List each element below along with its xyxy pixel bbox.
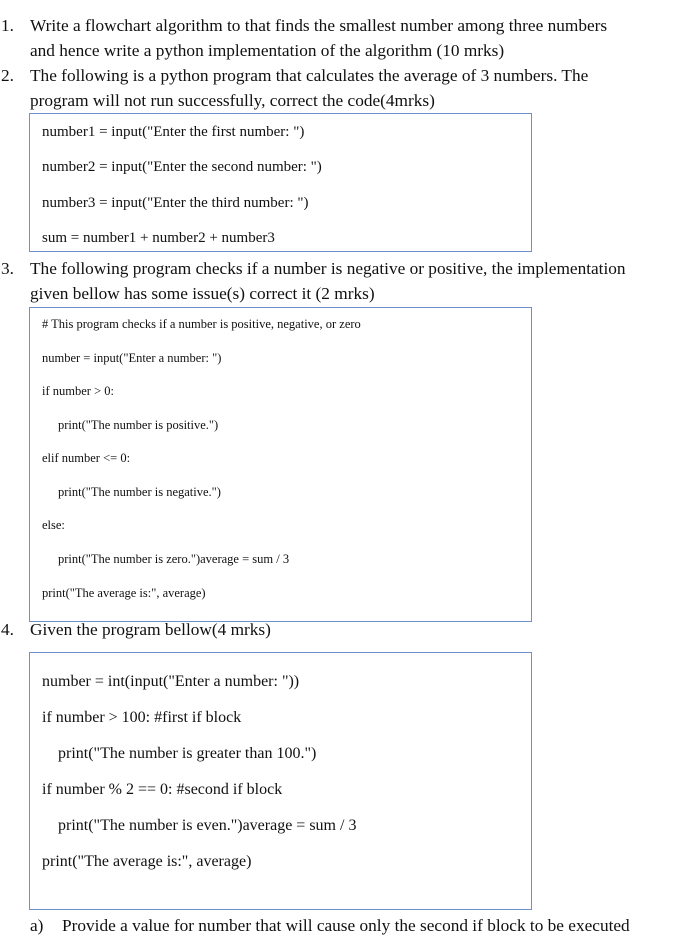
code-line: print("The average is:", average) [42,586,206,600]
code-line: if number % 2 == 0: #second if block [42,781,283,798]
code-line: print("The number is zero.")average = sum / 3 [58,552,290,566]
code-line: print("The average is:", average) [42,853,252,870]
code-line: number1 = input("Enter the first number: ") [42,124,305,140]
code-line: if number > 0: [42,384,114,398]
code-line: # This program checks if a number is positive, negative, or zero [42,317,361,331]
code-line: print("The number is negative.") [58,485,221,499]
code-line: sum = number1 + number2 + number3 [42,230,275,246]
code-line: elif number <= 0: [42,451,131,465]
code-line: number = input("Enter a number: ") [42,351,222,365]
code-block-4 [29,652,532,910]
code-line: else: [42,518,65,532]
code-line: print("The number is positive.") [58,418,219,432]
code-line: if number > 100: #first if block [42,709,242,726]
code-block-2 [29,113,532,252]
code-line: number = int(input("Enter a number: ")) [42,673,300,690]
code-line: number2 = input("Enter the second number: ") [42,159,322,175]
code-line: print("The number is greater than 100.") [58,745,317,762]
code-block-3 [29,307,532,622]
code-line: number3 = input("Enter the third number: ") [42,195,309,211]
code-line: print("The number is even.")average = sum / 3 [58,817,357,834]
